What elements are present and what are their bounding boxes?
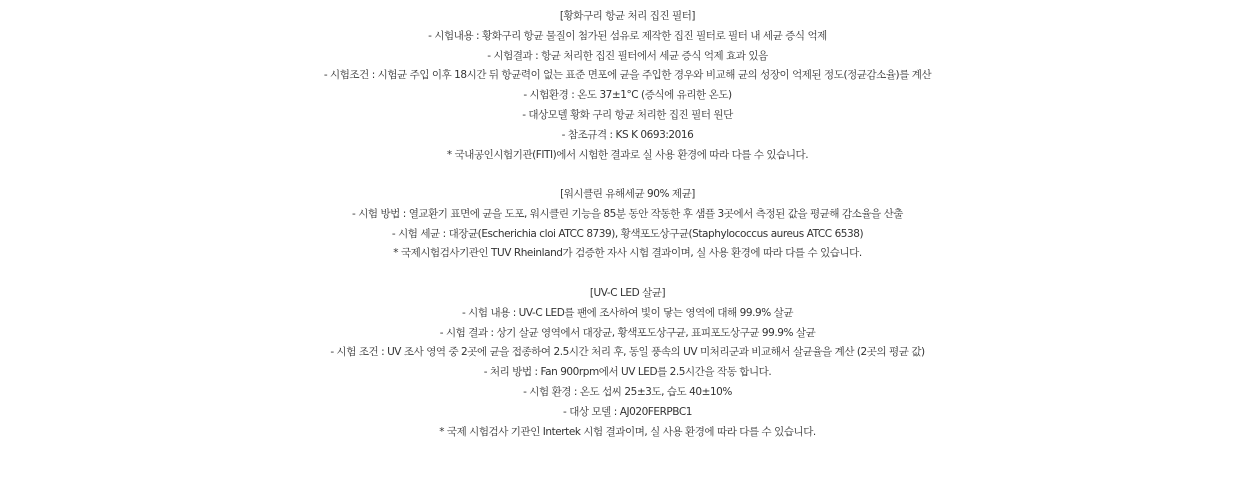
test-content-line: - 시험내용 : 황화구리 항균 물질이 첨가된 섬유로 제작한 집진 필터로 필터 내 세균 증식 억제 (428, 29, 827, 42)
test-content-line: - 시험 내용 : UV-C LED를 팬에 조사하여 빛이 닿는 영역에 대해 99.9% 살균 (461, 306, 794, 319)
target-model-line: - 대상 모델 : AJ020FERPBC1 (562, 405, 692, 418)
test-condition-line: - 시험조건 : 시험균 주입 이후 18시간 뒤 항균력이 없는 표준 면포에 균을 주입한 경우와 비교해 균의 성장이 억제된 정도(정균감소율)를 계산 (323, 69, 932, 82)
processing-method-line: - 처리 방법 : Fan 900rpm에서 UV LED를 2.5시간을 작동 합니다. (483, 366, 772, 379)
section-title: [UV-C LED 살균] (589, 287, 666, 299)
section-wash-clean (0, 185, 1255, 264)
section-title: [워시클린 유해세균 90% 제균] (560, 188, 695, 200)
reference-standard-line: - 참조규격 : KS K 0693:2016 (561, 128, 694, 141)
disclaimer-note: * 국내공인시험기관(FITI)에서 시험한 결과로 실 사용 환경에 따라 다를 수 있습니다. (446, 148, 809, 161)
test-result-line: - 시험결과 : 항균 처리한 집진 필터에서 세균 증식 억제 효과 있음 (487, 49, 768, 62)
test-environment-line: - 시험환경 : 온도 37±1°C (증식에 유리한 온도) (523, 89, 732, 102)
test-result-line: - 시험 결과 : 상기 살균 영역에서 대장균, 황색포도상구균, 표피포도상구균 99.9% 살균 (439, 326, 816, 339)
disclaimer-note: * 국제시험검사기관인 TUV Rheinland가 검증한 자사 시험 결과이며, 실 사용 환경에 따라 다를 수 있습니다. (393, 247, 862, 260)
test-method-line: - 시험 방법 : 열교환기 표면에 균을 도포, 워시클린 기능을 85분 동안 작동한 후 샘플 3곳에서 측정된 값을 평균해 감소율을 산출 (351, 207, 904, 220)
target-model-line: - 대상모델 황화 구리 항균 처리한 집진 필터 원단 (522, 108, 733, 121)
section-title: [황화구리 항균 처리 집진 필터] (559, 10, 696, 22)
section-copper-sulfide-filter (0, 7, 1255, 165)
section-uvc-led (0, 284, 1255, 442)
test-bacteria-line: - 시험 세균 : 대장균(Escherichia cloi ATCC 8739), 황색포도상구균(Staphylococcus aureus ATCC 6538) (391, 227, 864, 240)
test-condition-line: - 시험 조건 : UV 조사 영역 중 2곳에 균을 접종하여 2.5시간 처리 후, 동일 풍속의 UV 미처리군과 비교해서 살균율을 계산 (2곳의 평균 값) (330, 346, 925, 359)
disclaimer-note: * 국제 시험검사 기관인 Intertek 시험 결과이며, 실 사용 환경에 따라 다를 수 있습니다. (439, 425, 816, 438)
test-environment-line: - 시험 환경 : 온도 섭씨 25±3도, 습도 40±10% (523, 385, 732, 398)
